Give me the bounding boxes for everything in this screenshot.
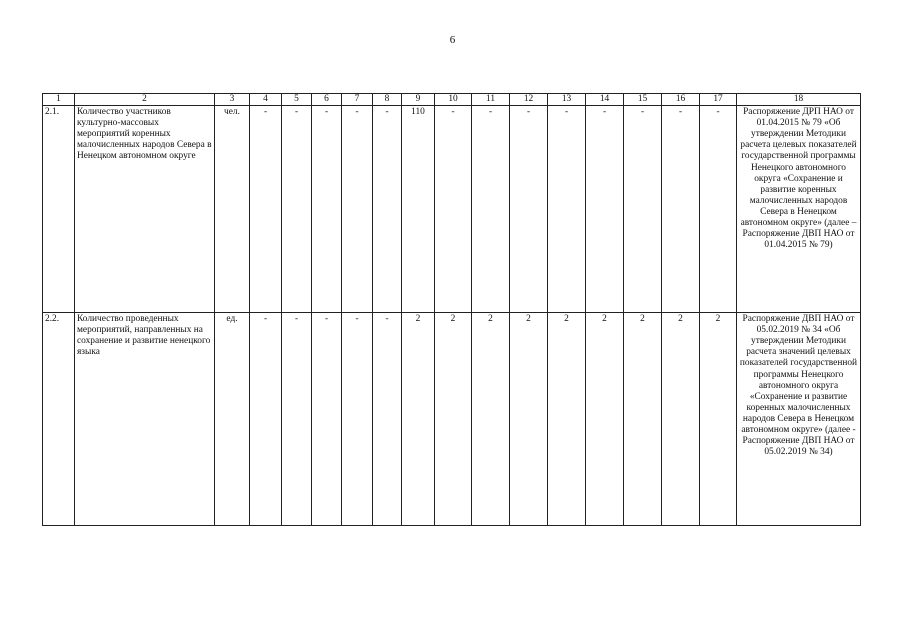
value-cell: - — [510, 106, 548, 313]
value-cell: 2 — [402, 313, 435, 526]
header-cell: 6 — [312, 94, 342, 106]
header-cell: 13 — [548, 94, 586, 106]
value-cell: - — [373, 313, 402, 526]
value-cell: - — [700, 106, 737, 313]
indicator-table — [42, 93, 861, 526]
header-cell: 3 — [215, 94, 250, 106]
value-cell: 110 — [402, 106, 435, 313]
value-cell: - — [435, 106, 472, 313]
value-cell: - — [548, 106, 586, 313]
header-cell: 12 — [510, 94, 548, 106]
value-cell: - — [342, 106, 373, 313]
value-cell: - — [373, 106, 402, 313]
table-row — [43, 313, 861, 526]
value-cell: - — [472, 106, 510, 313]
table-row — [43, 106, 861, 313]
indicator-name-cell: Количество проведенных мероприятий, направленных на сохранение и развитие ненецкого языка — [75, 313, 215, 526]
header-row — [43, 94, 861, 106]
unit-cell: ед. — [215, 313, 250, 526]
header-cell: 17 — [700, 94, 737, 106]
value-cell: 2 — [662, 313, 700, 526]
indicator-name-cell: Количество участников культурно-массовых мероприятий коренных малочисленных народов Севера в Ненецком автономном округе — [75, 106, 215, 313]
value-cell: 2 — [700, 313, 737, 526]
value-cell: - — [250, 313, 282, 526]
value-cell: - — [312, 313, 342, 526]
header-cell: 15 — [624, 94, 662, 106]
header-cell: 14 — [586, 94, 624, 106]
value-cell: 2 — [586, 313, 624, 526]
value-cell: 2 — [624, 313, 662, 526]
value-cell: - — [250, 106, 282, 313]
header-cell: 18 — [737, 94, 861, 106]
value-cell: - — [586, 106, 624, 313]
value-cell: - — [282, 106, 312, 313]
header-cell: 11 — [472, 94, 510, 106]
value-cell: - — [662, 106, 700, 313]
row-number-cell: 2.1. — [43, 106, 75, 313]
value-cell: 2 — [472, 313, 510, 526]
source-document-cell: Распоряжение ДРП НАО от 01.04.2015 № 79 «Об утверждении Методики расчета целевых показателей государственной программы Ненецкого автономного округа «Сохранение и развитие коренных малочисленных народов Севера в Ненецком автономном округе» (далее – Распоряжение ДВП НАО от 01.04.2015 № 79) — [737, 106, 861, 313]
header-cell: 5 — [282, 94, 312, 106]
header-cell: 7 — [342, 94, 373, 106]
value-cell: 2 — [548, 313, 586, 526]
value-cell: - — [312, 106, 342, 313]
value-cell: - — [624, 106, 662, 313]
header-cell: 4 — [250, 94, 282, 106]
row-number-cell: 2.2. — [43, 313, 75, 526]
header-cell: 10 — [435, 94, 472, 106]
source-document-cell: Распоряжение ДВП НАО от 05.02.2019 № 34 «Об утверждении Методики расчета значений целевых показателей государственной программы Ненецкого автономного округа «Сохранение и развитие коренных малочисленных народов Севера в Ненецком автономном округе» (далее - Распоряжение ДВП НАО от 05.02.2019 № 34) — [737, 313, 861, 526]
value-cell: - — [342, 313, 373, 526]
header-cell: 8 — [373, 94, 402, 106]
header-cell: 16 — [662, 94, 700, 106]
header-cell: 2 — [75, 94, 215, 106]
value-cell: 2 — [435, 313, 472, 526]
header-cell: 9 — [402, 94, 435, 106]
page-number: 6 — [449, 34, 456, 46]
unit-cell: чел. — [215, 106, 250, 313]
header-cell: 1 — [43, 94, 75, 106]
value-cell: 2 — [510, 313, 548, 526]
value-cell: - — [282, 313, 312, 526]
